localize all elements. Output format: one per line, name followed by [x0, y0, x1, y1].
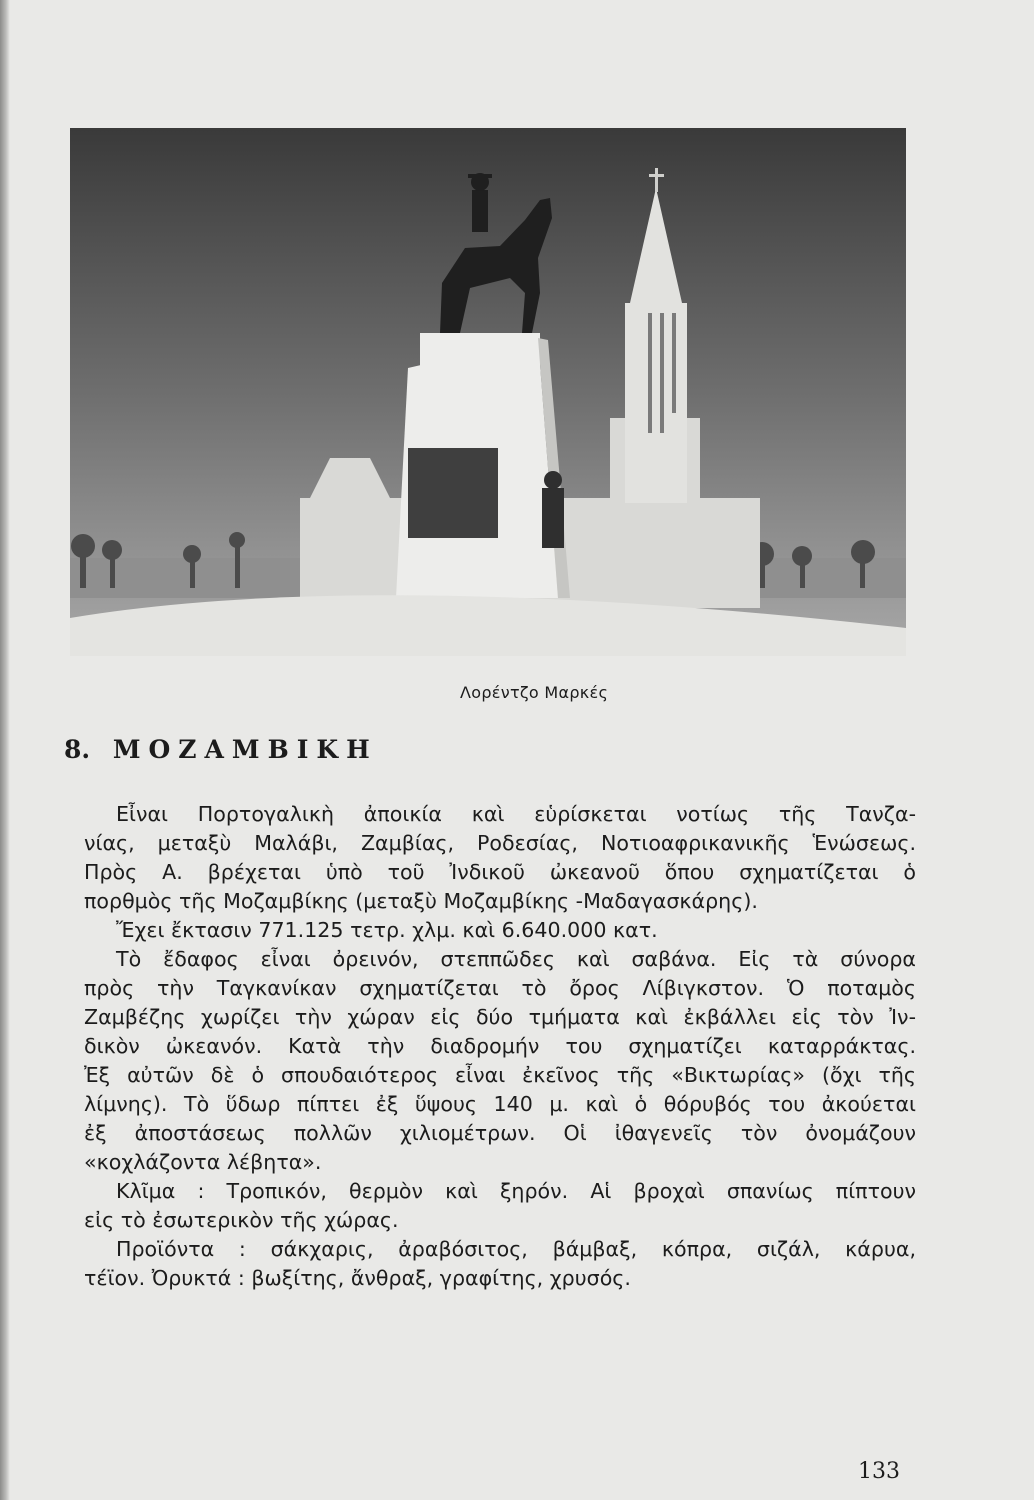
body-text [84, 800, 916, 1293]
text-line: νίας, μεταξὺ Μαλάβι, Ζαμβίας, Ροδεσίας, Νοτιοαφρικανικῆς Ἑνώσεως. [84, 831, 916, 855]
paragraph-climate [84, 1177, 916, 1235]
text-line: τέϊον. Ὀρυκτά : βωξίτης, ἄνθραξ, γραφίτης, χρυσός. [84, 1266, 631, 1290]
paragraph-terrain [84, 945, 916, 1177]
photo-caption: Λορέντζο Μαρκές [460, 683, 609, 702]
monument-photo [70, 128, 906, 656]
paragraph-area [84, 916, 916, 945]
monument-photo-image [70, 128, 906, 656]
chapter-title: ΜΟΖΑΜΒΙΚΗ [112, 735, 378, 764]
page-number: 133 [858, 1459, 900, 1484]
text-line: πρὸς τὴν Ταγκανίκαν σχηματίζεται τὸ ὄρος Λίβιγκστον. Ὁ ποταμὸς [84, 976, 916, 1000]
text-line: Ζαμβέζης χωρίζει τὴν χώραν εἰς δύο τμήματα καὶ ἐκβάλλει εἰς τὸν Ἰν- [84, 1005, 916, 1029]
text-line: Πρὸς Α. βρέχεται ὑπὸ τοῦ Ἰνδικοῦ ὠκεανοῦ ὅπου σχηματίζεται ὁ [84, 860, 916, 884]
text-line: πορθμὸς τῆς Μοζαμβίκης (μεταξὺ Μοζαμβίκης -Μαδαγασκάρης). [84, 889, 758, 913]
text-line: Ἐξ αὐτῶν δὲ ὁ σπουδαιότερος εἶναι ἐκεῖνος τῆς «Βικτωρίας» (ὄχι τῆς [84, 1063, 916, 1087]
chapter-heading [64, 735, 378, 764]
text-line: λίμνης). Τὸ ὕδωρ πίπτει ἐξ ὕψους 140 μ. καὶ ὁ θόρυβός του ἀκούεται [84, 1092, 916, 1116]
text-line: Κλῖμα : Τροπικόν, θερμὸν καὶ ξηρόν. Αἱ βροχαὶ σπανίως πίπτουν [116, 1179, 916, 1203]
text-line: Προϊόντα : σάκχαρις, ἀραβόσιτος, βάμβαξ, κόπρα, σιζάλ, κάρυα, [116, 1237, 916, 1261]
text-line: ἐξ ἀποστάσεως πολλῶν χιλιομέτρων. Οἱ ἰθαγενεῖς τὸν ὀνομάζουν [84, 1121, 916, 1145]
text-line: εἰς τὸ ἐσωτερικὸν τῆς χώρας. [84, 1208, 399, 1232]
paragraph-products [84, 1235, 916, 1293]
text-line: Εἶναι Πορτογαλικὴ ἀποικία καὶ εὑρίσκεται νοτίως τῆς Τανζα- [116, 802, 916, 826]
text-line: Τὸ ἔδαφος εἶναι ὀρεινόν, στεππῶδες καὶ σαβάνα. Εἰς τὰ σύνορα [116, 947, 916, 971]
text-line: Ἔχει ἔκτασιν 771.125 τετρ. χλμ. καὶ 6.640.000 κατ. [116, 918, 658, 942]
paragraph-location [84, 800, 916, 916]
chapter-number: 8. [64, 735, 91, 764]
text-line: δικὸν ὠκεανόν. Κατὰ τὴν διαδρομήν του σχηματίζει καταρράκτας. [84, 1034, 916, 1058]
text-line: «κοχλάζοντα λέβητα». [84, 1150, 322, 1174]
page-edge-shadow [0, 0, 10, 1500]
